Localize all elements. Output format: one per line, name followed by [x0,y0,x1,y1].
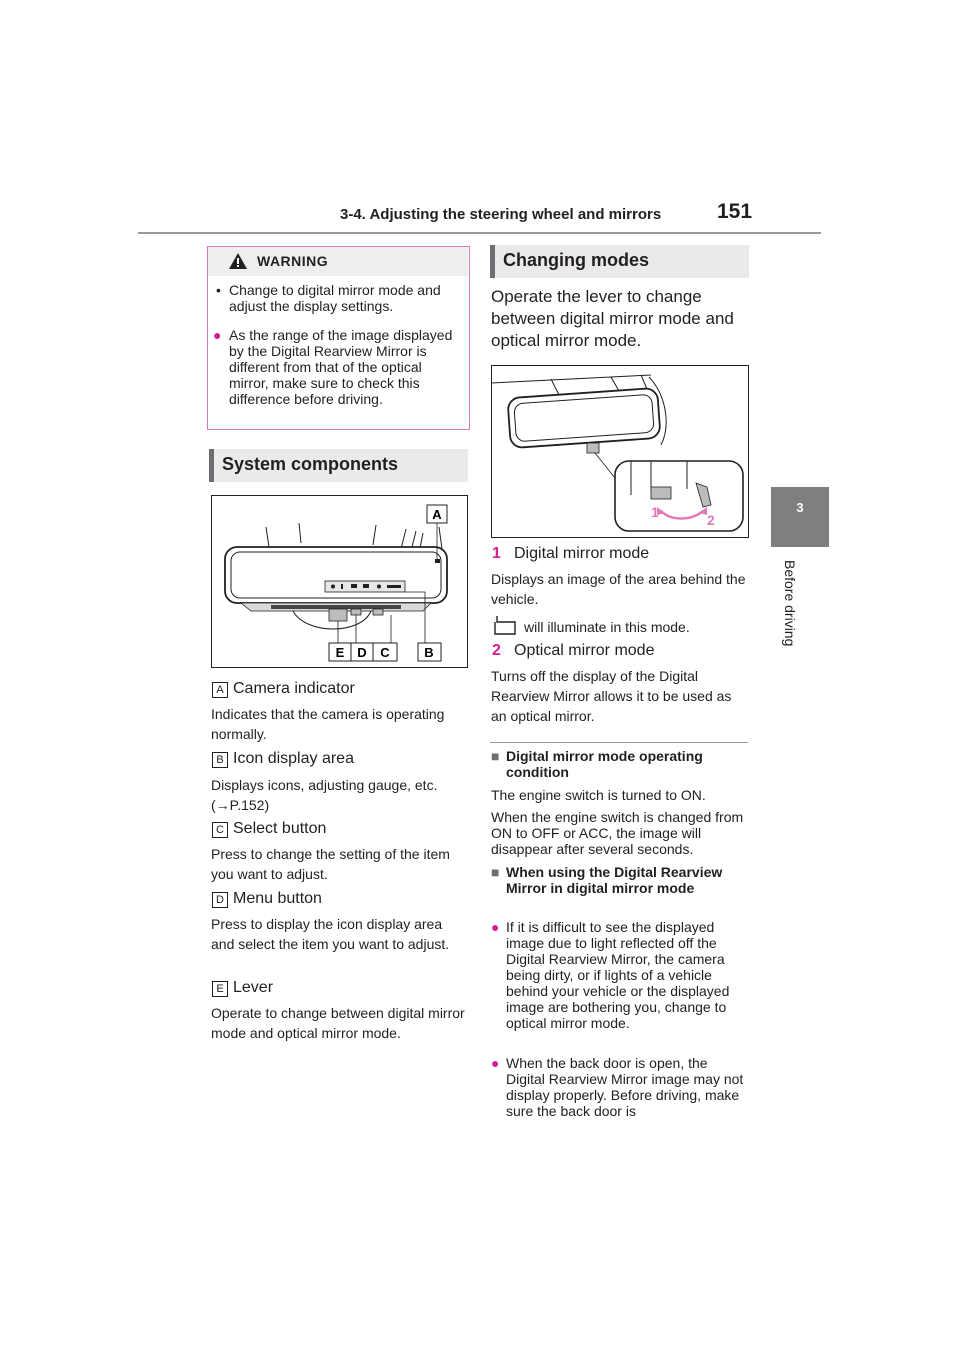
component-title: Lever [233,979,274,996]
mode-number: 1 [492,545,501,562]
digital-mode-indicator-icon [493,614,517,636]
callout-label: A [432,507,442,522]
component-letter: A [212,682,228,698]
component-title: Camera indicator [233,680,355,697]
warning-label: WARNING [257,253,329,269]
warning-bullet: ● [213,327,222,343]
mode-description: Turns off the display of the Digital Rearview Mirror allows it to be used as an optical mirror. [491,668,732,724]
mode-title: Digital mirror mode [514,545,650,562]
note-marker: ■ [491,864,500,880]
notes-rule [490,742,748,743]
component-letter: E [212,981,228,997]
figure-label: 2 [707,512,715,528]
component-title: Menu button [233,890,322,907]
chapter-title: 3-4. Adjusting the steering wheel and mirrors [340,206,662,223]
component-description: Operate to change between digital mirror mode and optical mirror mode. [211,1005,465,1041]
note-marker: ■ [491,748,500,764]
component-description: Press to change the setting of the item you want to adjust. [211,846,450,882]
note-heading-text: Digital mirror mode operating condition [506,748,703,780]
warning-text: Change to digital mirror mode and adjust the display settings. [229,282,441,314]
warning-text: As the range of the image displayed by the Digital Rearview Mirror is different from that of the optical mirror, make sure to check this difference before driving. [229,327,453,407]
component-letter: C [212,822,228,838]
warning-item [216,282,464,316]
note-bullet: ● [491,1055,500,1071]
mode-number: 2 [492,642,501,659]
mode-description: Displays an image of the area behind the vehicle. [491,571,746,607]
note-bullet-text: When the back door is open, the Digital Rearview Mirror image may not display properly. Before driving, make sure the back door is [506,1055,744,1119]
component-title: Icon display area [233,750,354,767]
note-bullet: ● [491,919,500,935]
header-rule [138,232,821,234]
warning-bullet: • [216,282,221,298]
mode-title: Optical mirror mode [514,642,655,659]
section-heading-changing-modes: Changing modes [490,245,749,278]
page-number: 151 [717,200,753,223]
callout-label: B [424,645,434,660]
figure-label: 1 [651,504,659,520]
component-description: Press to display the icon display area and select the item you want to adjust. [211,916,450,952]
warning-item [213,327,463,423]
mirror-components-figure [211,495,468,668]
mode-indicator-note: will illuminate in this mode. [524,619,690,635]
note-heading-text: When using the Digital Rearview Mirror in digital mirror mode [506,864,723,896]
section-heading-system-components: System components [209,449,468,482]
callout-label: D [357,645,367,660]
chapter-tab-label: Before driving [782,560,798,647]
changing-modes-intro: Operate the lever to change between digital mirror mode and optical mirror mode. [491,287,734,350]
component-title: Select button [233,820,327,837]
warning-triangle-icon [228,252,248,270]
mode-lever-figure [491,365,749,538]
chapter-tab-number: 3 [796,500,804,515]
note-paragraph: The engine switch is turned to ON. [491,787,706,803]
callout-label: C [380,645,390,660]
component-letter: B [212,752,228,768]
component-description: Displays icons, adjusting gauge, etc. (→P.152) [211,777,438,813]
component-letter: D [212,892,228,908]
note-bullet-text: If it is difficult to see the displayed image due to light reflected off the Digital Rearview Mirror, the camera being dirty, or if lights of a vehicle behind your vehicle or the displayed image are bothering you, change to optical mirror mode. [506,919,730,1031]
chapter-tab[interactable] [771,487,829,547]
component-description: Indicates that the camera is operating normally. [211,706,445,742]
callout-label: E [335,645,345,660]
note-paragraph: When the engine switch is changed from ON to OFF or ACC, the image will disappear after several seconds. [491,809,744,857]
